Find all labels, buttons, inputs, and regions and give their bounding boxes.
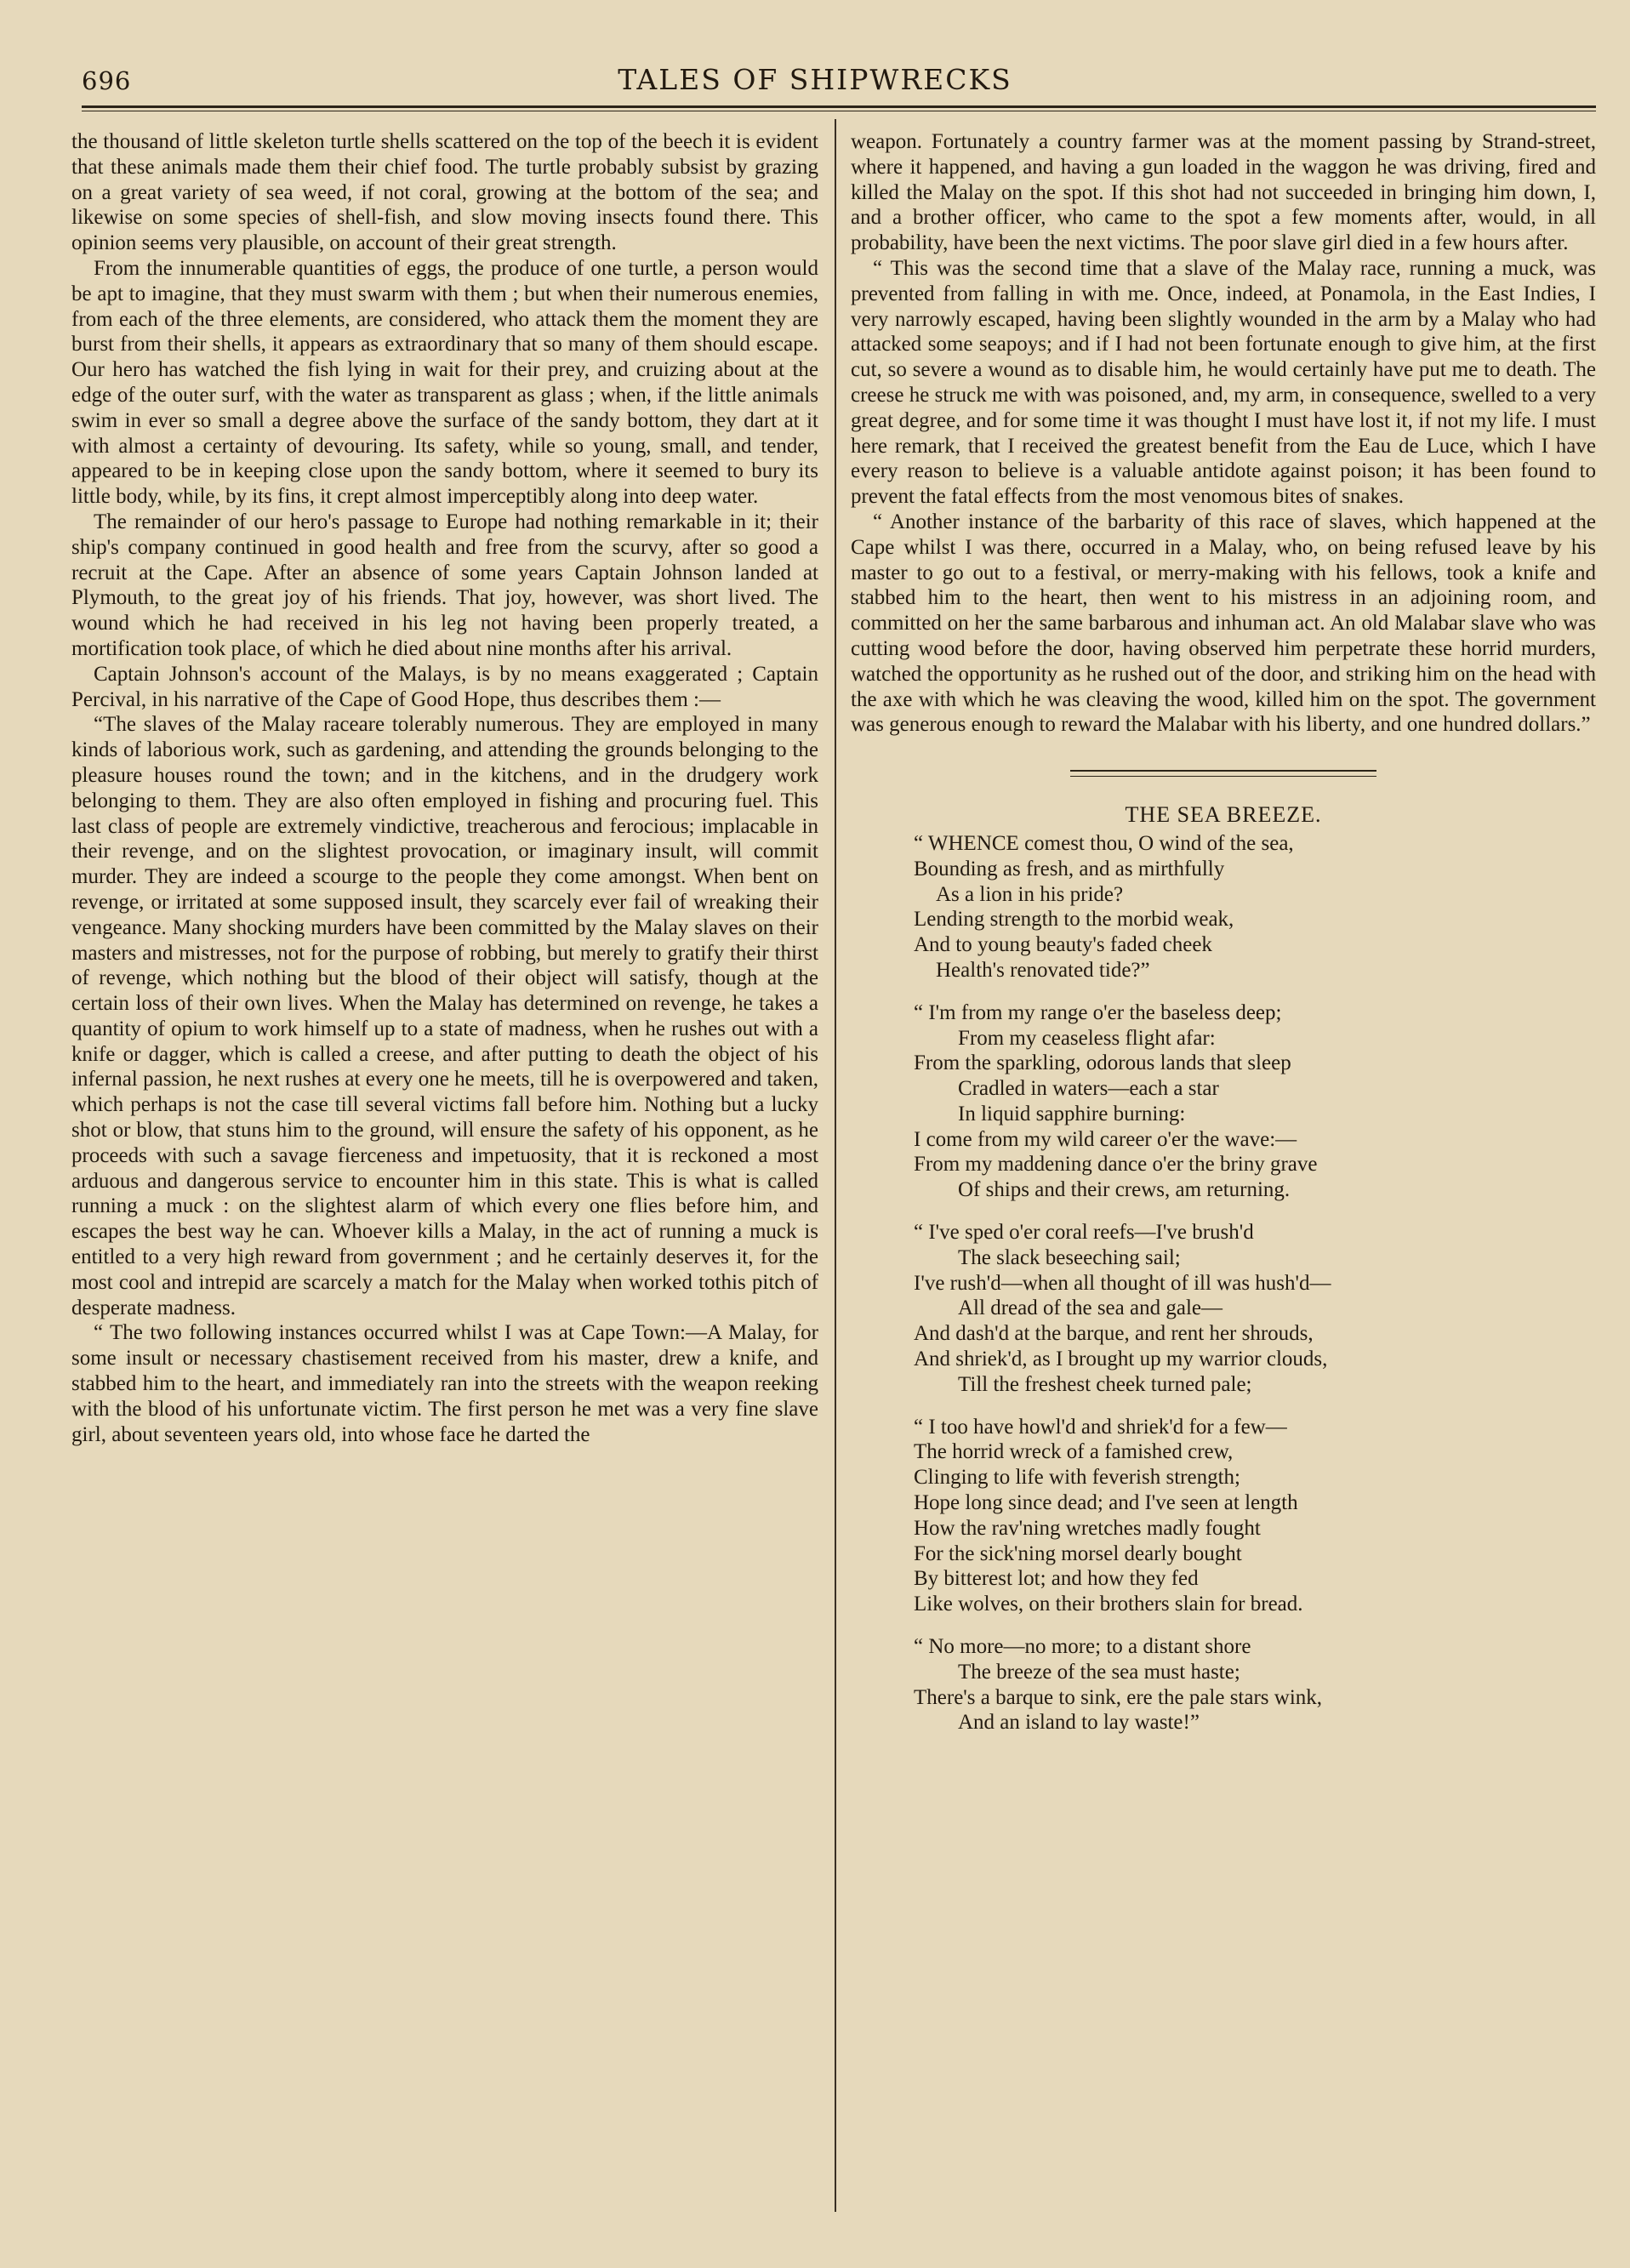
poem-line: From my ceaseless flight afar: — [958, 1026, 1216, 1050]
poem-line: In liquid sapphire burning: — [958, 1102, 1186, 1125]
poem-line: And to young beauty's faded cheek — [914, 933, 1212, 957]
poem-line: The horrid wreck of a famished crew, — [914, 1440, 1234, 1464]
poem-stanza — [914, 831, 1596, 983]
paragraph: weapon. Fortunately a country farmer was at the moment passing by Strand-street, where it happened, and having a gun loaded in the waggon he was driving, fired and killed the Malay on the spot. If this shot had not succeeded in bringing him down, I, and a brother officer, who came to the spot a few moments after, would, in all probability, have been the next victims. The poor slave girl died in a few hours after. — [851, 130, 1596, 255]
paragraph: “ This was the second time that a slave of the Malay race, running a muck, was prevented from falling in with me. Once, indeed, at Ponamola, in the East Indies, I very narrowly escaped, having been slightly wounded in the arm by a Malay who had attacked some seapoys; and if I had not been fortunate enough to give him, at the first cut, so severe a wound as to disable him, he would certainly have put me to death. The creese he struck me with was poisoned, and, my arm, in consequence, swelled to a very great degree, and for some time it was thought I must have lost it, if not my life. I must here remark, that I received the greatest benefit from the Eau de Luce, which I have every reason to believe is a valuable antidote against poison; it has been found to prevent the fatal effects from the most venomous bites of snakes. — [851, 256, 1596, 509]
poem-line: I've rush'd—when all thought of ill was hush'd— — [914, 1271, 1331, 1295]
poem-stanza — [914, 1634, 1596, 1735]
poem-line: Lending strength to the morbid weak, — [914, 908, 1234, 932]
poem-stanza — [914, 1220, 1596, 1398]
page-number: 696 — [82, 66, 132, 95]
right-column — [851, 129, 1596, 2188]
paragraph: “ Another instance of the barbarity of this race of slaves, which happened at the Cape whilst I was there, occurred in a Malay, who, on being refused leave by his master to go out to a festival, or merry-making with his fellows, took a knife and stabbed him to the heart, then went to his mistress in an adjoining room, and committed on her the same barbarous and inhuman act. An old Malabar slave who was cutting wood before the door, having observed him perpetrate these horrid murders, watched the opportunity as he rushed out of the door, and striking him on the head with the axe with which he was cleaving the wood, killed him on the spot. The government was generous enough to reward the Malabar with his liberty, and one hundred dollars.” — [851, 510, 1596, 737]
poem-line: Health's renovated tide?” — [936, 958, 1150, 982]
poem-line: And dash'd at the barque, and rent her shrouds, — [914, 1322, 1314, 1346]
poem-line: “ I'm from my range o'er the baseless deep; — [914, 1000, 1282, 1024]
poem-line: Bounding as fresh, and as mirthfully — [914, 857, 1225, 880]
paragraph: Captain Johnson's account of the Malays, is by no means exaggerated ; Captain Percival, in his narrative of the Cape of Good Hope, thus describes them :— — [71, 662, 818, 711]
paragraph: “ The two following instances occurred whilst I was at Cape Town:—A Malay, for some insult or necessary chastisement received from his master, drew a knife, and stabbed him to the heart, and immediately ran into the streets with the weapon reeking with the blood of his unfortunate victim. The first person he met was a very fine slave girl, about seventeen years old, into whose face he darted the — [71, 1321, 818, 1446]
poem-line: Till the freshest cheek turned pale; — [958, 1372, 1252, 1396]
poem-line: “ I've sped o'er coral reefs—I've brush'd — [914, 1221, 1254, 1245]
left-column — [71, 129, 818, 2188]
paragraph: The remainder of our hero's passage to Europe had nothing remarkable in it; their ship's company continued in good health and free from the scurvy, after so good a recruit at the Cape. After an absence of some years Captain Johnson landed at Plymouth, to the great joy of his friends. That joy, however, was short lived. The wound which he had received in his leg not having been properly treated, a mortification took place, of which he died about nine months after his arrival. — [71, 510, 818, 660]
poem-line: There's a barque to sink, ere the pale stars wink, — [914, 1685, 1323, 1709]
poem-line: Cradled in waters—each a star — [958, 1077, 1219, 1101]
poem-line: “ WHENCE comest thou, O wind of the sea, — [914, 831, 1294, 855]
poem-line: The breeze of the sea must haste; — [958, 1660, 1240, 1684]
poem-line: From my maddening dance o'er the briny grave — [914, 1153, 1318, 1177]
poem-line: “ I too have howl'd and shriek'd for a few— — [914, 1415, 1287, 1439]
poem-line: Hope long since dead; and I've seen at length — [914, 1491, 1298, 1515]
poem-line: From the sparkling, odorous lands that sleep — [914, 1051, 1291, 1075]
poem-line: And an island to lay waste!” — [958, 1711, 1200, 1735]
header-rule — [82, 105, 1596, 108]
poem-line: Like wolves, on their brothers slain for bread. — [914, 1593, 1303, 1616]
poem-line: By bitterest lot; and how they fed — [914, 1567, 1199, 1591]
running-title: TALES OF SHIPWRECKS — [618, 63, 1012, 96]
poem-line: And shriek'd, as I brought up my warrior clouds, — [914, 1348, 1328, 1371]
poem-line: I come from my wild career o'er the wave:— — [914, 1127, 1297, 1151]
poem-line: Clinging to life with feverish strength; — [914, 1466, 1240, 1490]
paragraph: “The slaves of the Malay raceare tolerably numerous. They are employed in many kinds of laborious work, such as gardening, and attending the grounds belonging to the pleasure houses round the town; and in the kitchens, and in the drudgery work belonging to them. They are also often employed in fishing and procuring fuel. This last class of people are extremely vindictive, treacherous and ferocious; implacable in their revenge, and on the slightest provocation, or imaginary insult, will commit murder. They are indeed a scourge to the people they come amongst. When bent on revenge, or irritated at some supposed insult, they scarcely ever fail of wreaking their vengeance. Many shocking murders have been committed by the Malay slaves on their masters and mistresses, not for the purpose of robbing, but merely to gratify their thirst of revenge, which nothing but the blood of their object will satisfy, though at the certain loss of their own lives. When the Malay has determined on revenge, he takes a quantity of opium to work himself up to a state of madness, when he rushes out with a knife or dagger, which is called a creese, and after putting to death the object of his infernal passion, he next rushes at every one he meets, till he is overpowered and taken, which perhaps is not the case till several victims fall before him. Nothing but a lucky shot or blow, that stuns him to the ground, will ensure the safety of his opponent, as he proceeds with such a savage fierceness and impetuosity, that it is reckoned a most arduous and dangerous service to encounter him in this state. This is what is called running a muck : on the slightest alarm of which every one flies before him, and escapes the best way he can. Whoever kills a Malay, in the act of running a muck is entitled to a very high reward from government ; and he certainly deserves it, for the most cool and intrepid are scarcely a match for the Malay when worked tothis pitch of desperate madness. — [71, 713, 818, 1319]
poem-line: Of ships and their crews, am returning. — [958, 1178, 1291, 1202]
paragraph: the thousand of little skeleton turtle shells scattered on the top of the beech it is evident that these animals made them their chief food. The turtle probably subsist by grazing on a great variety of sea weed, if not coral, growing at the bottom of the sea; and likewise on some species of shell-fish, and slow moving insects found there. This opinion seems very plausible, on account of their great strength. — [71, 130, 818, 255]
poem-line: For the sick'ning morsel dearly bought — [914, 1541, 1242, 1565]
poem-line: The slack beseeching sail; — [958, 1245, 1181, 1269]
section-divider-thin — [1070, 776, 1376, 777]
poem-line: “ No more—no more; to a distant shore — [914, 1635, 1251, 1659]
poem-stanza — [914, 1415, 1596, 1617]
poem-stanza — [914, 1000, 1596, 1203]
poem-line: As a lion in his pride? — [936, 882, 1124, 906]
poem-line: All dread of the sea and gale— — [958, 1296, 1222, 1320]
poem-title: THE SEA BREEZE. — [1125, 802, 1322, 828]
section-divider — [1070, 770, 1376, 772]
column-divider — [835, 119, 836, 2212]
poem-line: How the rav'ning wretches madly fought — [914, 1516, 1261, 1540]
paragraph: From the innumerable quantities of eggs, the produce of one turtle, a person would be apt to imagine, that they must swarm with them ; but when their numerous enemies, from each of the three elements, are considered, who attack them the moment they are burst from their shells, it appears as extraordinary that so many of them should escape. Our hero has watched the fish lying in wait for their prey, and cruizing about at the edge of the outer surf, with the water as transparent as glass ; when, if the little animals swim in ever so small a degree above the surface of the sandy bottom, they dart at it with almost a certainty of devouring. Its safety, while so young, small, and tender, appeared to be in keeping close upon the sandy bottom, where it seemed to bury its little body, while, by its fins, it crept almost imperceptibly along into deep water. — [71, 256, 818, 509]
